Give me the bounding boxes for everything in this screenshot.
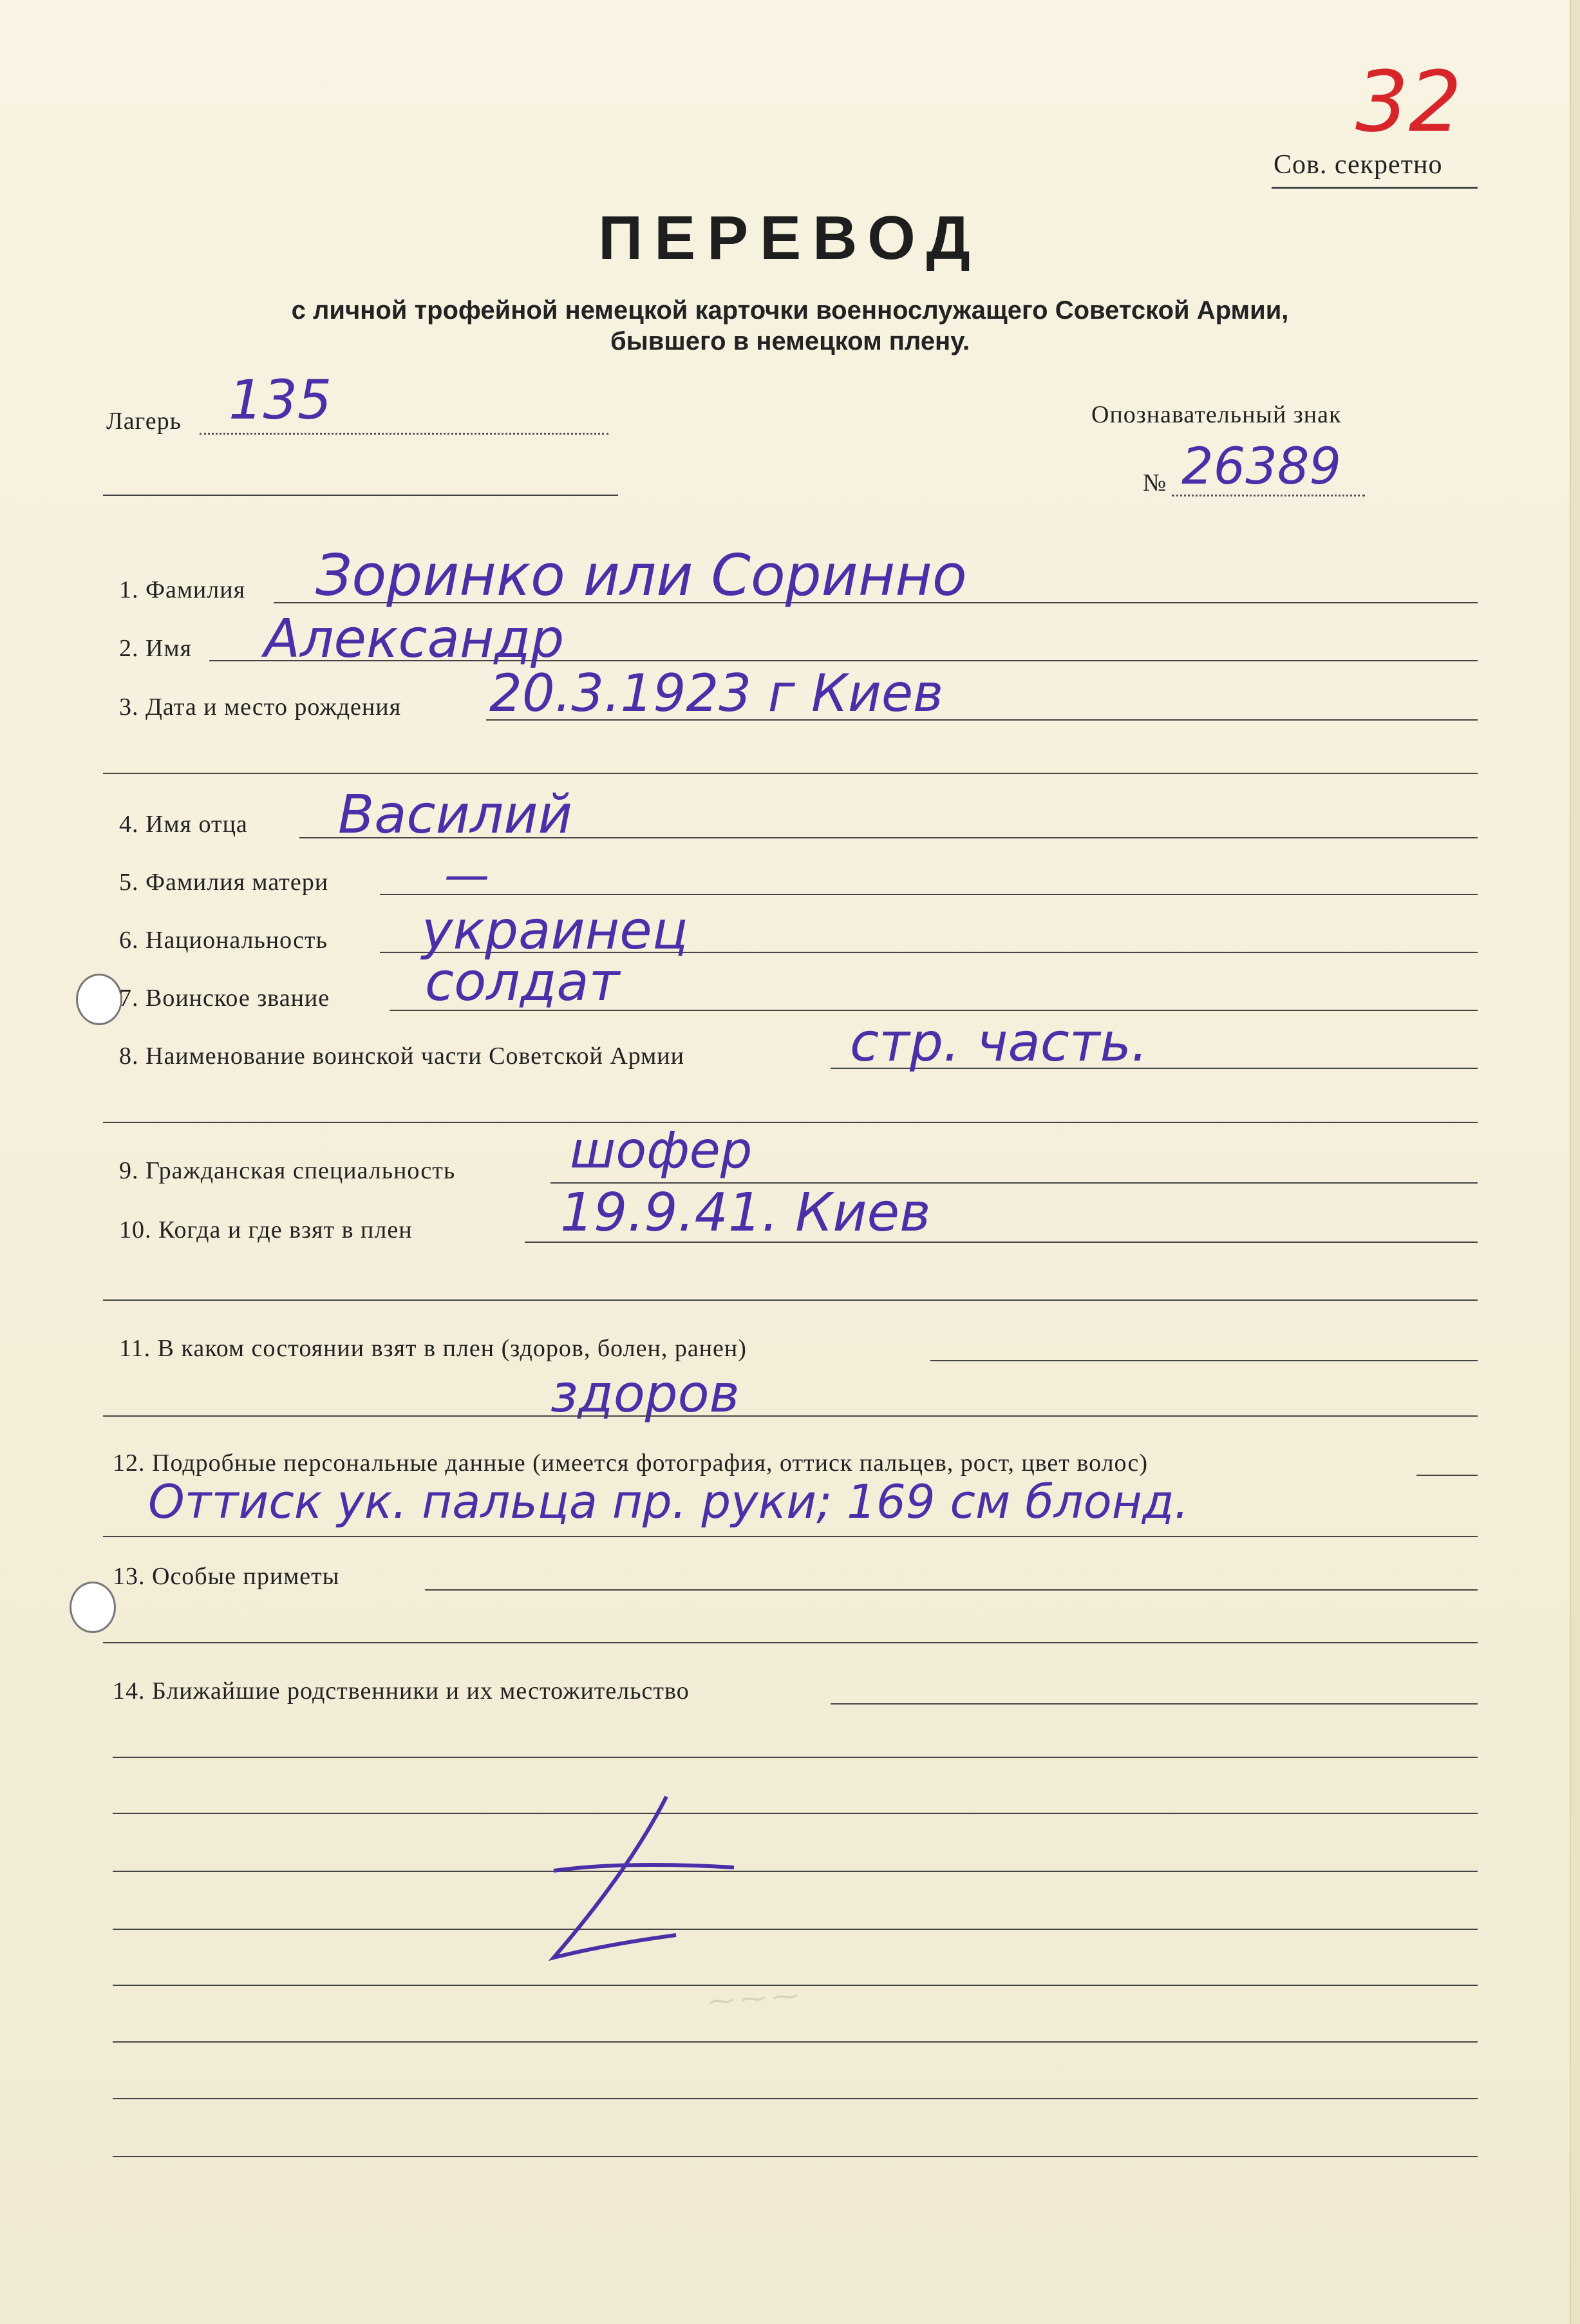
camp-extra-line: [103, 495, 618, 496]
field-captured-line-2: [103, 1299, 1478, 1301]
field-captured-value: 19.9.41. Киев: [560, 1182, 931, 1243]
field-mother-line: [380, 894, 1478, 895]
classification-underline: [1272, 187, 1478, 189]
relatives-line-8: [113, 2156, 1478, 2157]
field-name-value: Александр: [264, 609, 565, 670]
punch-hole-top: [76, 974, 122, 1025]
classification-label: Сов. секретно: [1274, 150, 1443, 180]
bleed-through-trace: ⁓ ⁓ ⁓: [707, 1981, 800, 2016]
field-nationality-value: украинец: [422, 900, 688, 961]
field-details-label: 12. Подробные персональные данные (имеется фотография, оттиск пальцев, рост, цвет волос): [113, 1450, 1148, 1477]
relatives-line-2: [113, 1813, 1478, 1814]
field-birth-line-2: [103, 773, 1478, 774]
field-relatives-line: [831, 1703, 1478, 1705]
camp-value: 135: [229, 368, 332, 431]
field-features-line: [425, 1589, 1478, 1591]
relatives-line-6: [113, 2041, 1478, 2043]
camp-label: Лагерь: [106, 408, 182, 435]
subtitle-line-2: бывшего в немецком плену.: [610, 327, 970, 355]
field-surname-label: 1. Фамилия: [119, 576, 246, 603]
field-rank-value: солдат: [425, 952, 620, 1013]
page-title: ПЕРЕВОД: [598, 203, 982, 272]
field-father-value: Василий: [338, 784, 572, 846]
field-mother-value: —: [444, 849, 489, 902]
field-features-line-2: [103, 1642, 1478, 1643]
field-mother-label: 5. Фамилия матери: [119, 869, 329, 896]
field-unit-label: 8. Наименование воинской части Советской Армии: [119, 1043, 684, 1070]
field-condition-line-2: [103, 1415, 1478, 1417]
field-details-line: [1416, 1475, 1478, 1476]
field-profession-label: 9. Гражданская специальность: [119, 1157, 456, 1184]
id-mark-label: Опознавательный знак: [1091, 401, 1342, 428]
field-captured-label: 10. Когда и где взят в плен: [119, 1216, 413, 1243]
field-condition-label: 11. В каком состоянии взят в плен (здоров, болен, ранен): [119, 1335, 747, 1362]
field-name-label: 2. Имя: [119, 635, 192, 662]
field-rank-label: 7. Воинское звание: [119, 985, 330, 1012]
field-relatives-label: 14. Ближайшие родственники и их местожительство: [113, 1677, 690, 1705]
cancellation-mark: [528, 1784, 747, 1977]
relatives-line-1: [113, 1757, 1478, 1758]
punch-hole-bottom: [70, 1582, 116, 1633]
camp-line: [200, 433, 608, 435]
id-mark-value: 26389: [1181, 438, 1342, 496]
field-condition-value: здоров: [550, 1364, 740, 1424]
field-nationality-label: 6. Национальность: [119, 927, 328, 954]
field-birth-value: 20.3.1923 г Киев: [489, 663, 944, 723]
relatives-line-4: [113, 1929, 1478, 1930]
relatives-line-7: [113, 2098, 1478, 2099]
subtitle-line-1: с личной трофейной немецкой карточки военнослужащего Советской Армии,: [291, 296, 1289, 325]
page-number: 32: [1355, 53, 1462, 151]
field-unit-line-2: [103, 1122, 1478, 1123]
field-condition-line: [930, 1360, 1478, 1361]
field-father-label: 4. Имя отца: [119, 811, 248, 838]
field-details-value: Оттиск ук. пальца пр. руки; 169 см блонд.: [148, 1475, 1189, 1529]
field-birth-label: 3. Дата и место рождения: [119, 694, 402, 721]
field-profession-value: шофер: [570, 1122, 753, 1180]
field-details-line-2: [103, 1536, 1478, 1537]
field-unit-value: стр. часть.: [850, 1012, 1148, 1073]
field-features-label: 13. Особые приметы: [113, 1563, 340, 1590]
id-mark-prefix: №: [1143, 469, 1167, 496]
relatives-line-3: [113, 1871, 1478, 1872]
field-surname-value: Зоринко или Соринно: [315, 542, 967, 609]
